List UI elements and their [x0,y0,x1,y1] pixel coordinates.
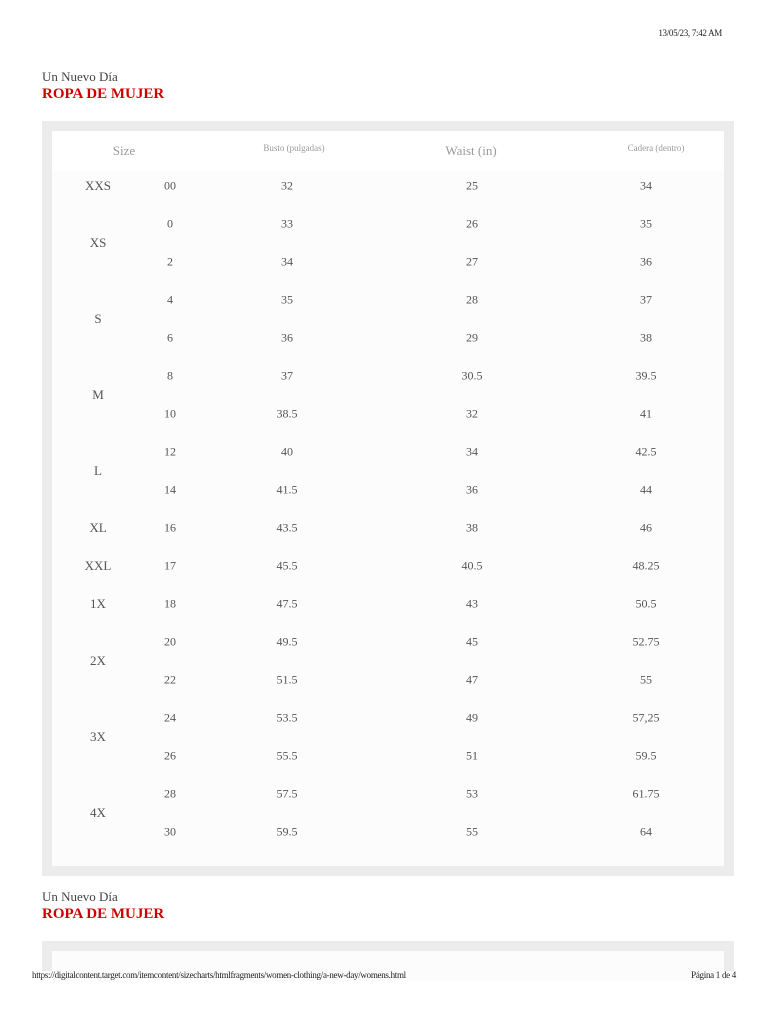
header-hip: Cadera (dentro) [627,143,685,153]
numeric-size-cell: 26 [164,748,176,763]
hip-cell: 46 [640,520,652,535]
bust-cell: 36 [281,330,293,345]
header-waist: Waist (in) [445,143,497,158]
waist-cell: 25 [466,178,478,193]
waist-cell: 40.5 [461,558,483,573]
size-label-cell: XL [89,520,107,535]
section-title: ROPA DE MUJER [42,906,165,922]
size-label-cell: 4X [90,805,106,820]
numeric-size-cell: 6 [167,330,173,345]
waist-cell: 34 [466,444,478,459]
size-label-cell: 1X [90,596,106,611]
bust-cell: 57.5 [276,786,298,801]
numeric-size-cell: 10 [164,406,176,421]
waist-cell: 26 [466,216,478,231]
size-label-cell: L [94,463,102,478]
section-title: ROPA DE MUJER [42,86,165,102]
size-label-cell: XXS [84,178,112,193]
size-label-cell: M [92,387,104,402]
waist-cell: 36 [466,482,478,497]
hip-cell: 64 [640,824,652,839]
bust-cell: 47.5 [276,596,298,611]
waist-cell: 30.5 [461,368,483,383]
numeric-size-cell: 22 [164,672,176,687]
waist-cell: 47 [466,672,478,687]
numeric-size-cell: 20 [164,634,176,649]
size-label-cell: 2X [90,653,106,668]
table-header-row [52,131,724,171]
size-label-cell: XS [89,235,107,250]
hip-cell: 52.75 [632,634,660,649]
bust-cell: 37 [281,368,293,383]
size-label-cell: 3X [90,729,106,744]
header-bust: Busto (pulgadas) [263,143,325,153]
numeric-size-cell: 30 [164,824,176,839]
hip-cell: 50.5 [635,596,657,611]
bust-cell: 55.5 [276,748,298,763]
hip-cell: 57,25 [632,710,660,725]
print-datetime: 13/05/23, 7:42 AM [658,28,722,38]
hip-cell: 39.5 [635,368,657,383]
size-label-cell: S [94,311,102,326]
numeric-size-cell: 17 [164,558,176,573]
numeric-size-cell: 0 [167,216,173,231]
size-chart-panel [42,941,734,971]
bust-cell: 45.5 [276,558,298,573]
hip-cell: 61.75 [632,786,660,801]
waist-cell: 38 [466,520,478,535]
bust-cell: 53.5 [276,710,298,725]
hip-cell: 55 [640,672,652,687]
waist-cell: 29 [466,330,478,345]
numeric-size-cell: 16 [164,520,176,535]
bust-cell: 41.5 [276,482,298,497]
waist-cell: 32 [466,406,478,421]
bust-cell: 38.5 [276,406,298,421]
bust-cell: 34 [281,254,293,269]
numeric-size-cell: 18 [164,596,176,611]
bust-cell: 35 [281,292,293,307]
waist-cell: 51 [466,748,478,763]
bust-cell: 33 [281,216,293,231]
bust-cell: 43.5 [276,520,298,535]
numeric-size-cell: 28 [164,786,176,801]
bust-cell: 40 [281,444,293,459]
waist-cell: 43 [466,596,478,611]
bust-cell: 59.5 [276,824,298,839]
brand-name: Un Nuevo Día [42,889,118,904]
numeric-size-cell: 00 [164,178,176,193]
brand-name: Un Nuevo Día [42,69,118,84]
waist-cell: 45 [466,634,478,649]
numeric-size-cell: 12 [164,444,176,459]
waist-cell: 49 [466,710,478,725]
numeric-size-cell: 2 [167,254,173,269]
waist-cell: 53 [466,786,478,801]
hip-cell: 34 [640,178,652,193]
bust-cell: 49.5 [276,634,298,649]
waist-cell: 27 [466,254,478,269]
footer-page-number: Página 1 de 4 [691,970,736,980]
header-size: Size [112,143,136,158]
numeric-size-cell: 14 [164,482,176,497]
size-label-cell: XXL [84,558,112,573]
hip-cell: 35 [640,216,652,231]
hip-cell: 41 [640,406,652,421]
hip-cell: 59.5 [635,748,657,763]
hip-cell: 37 [640,292,652,307]
size-chart-table [52,131,724,866]
bust-cell: 51.5 [276,672,298,687]
size-chart-panel [42,121,734,876]
waist-cell: 55 [466,824,478,839]
numeric-size-cell: 8 [167,368,173,383]
waist-cell: 28 [466,292,478,307]
hip-cell: 36 [640,254,652,269]
hip-cell: 38 [640,330,652,345]
hip-cell: 48.25 [632,558,660,573]
footer-url: https://digitalcontent.target.com/itemcontent/sizecharts/htmlfragments/women-clothing/a-new-day/womens.html [32,970,406,980]
numeric-size-cell: 24 [164,710,176,725]
hip-cell: 44 [640,482,652,497]
numeric-size-cell: 4 [167,292,173,307]
hip-cell: 42.5 [635,444,657,459]
bust-cell: 32 [281,178,293,193]
